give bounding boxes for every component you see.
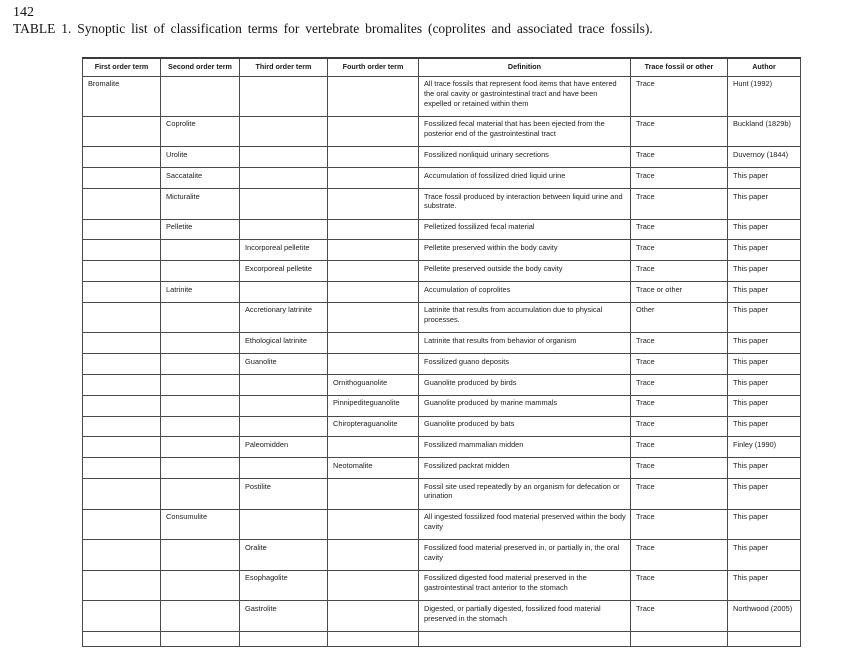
table-row [83, 240, 801, 261]
table-cell: Guanolite [240, 354, 328, 375]
table-cell [161, 261, 240, 282]
table-cell [83, 540, 161, 571]
table-cell [328, 570, 419, 601]
table-cell: Latrinite that results from behavior of organism [419, 333, 631, 354]
table-cell: Other [631, 302, 728, 333]
column-header: Definition [419, 58, 631, 76]
table-row [83, 509, 801, 540]
table-cell: Fossilized food material preserved in, or partially in, the oral cavity [419, 540, 631, 571]
table-row [83, 437, 801, 458]
table-cell [240, 147, 328, 168]
table-cell [83, 168, 161, 189]
table-row [83, 354, 801, 375]
table-cell [161, 540, 240, 571]
table-cell: Trace [631, 219, 728, 240]
table-cell: Pelletite preserved within the body cavity [419, 240, 631, 261]
table-row [83, 219, 801, 240]
table-cell [161, 437, 240, 458]
table-cell [328, 302, 419, 333]
table-cell [83, 632, 161, 647]
table-cell [328, 540, 419, 571]
table-cell [328, 479, 419, 510]
table-cell: Trace [631, 261, 728, 282]
table-cell: Hunt (1992) [728, 76, 801, 116]
table-cell [161, 375, 240, 396]
table-cell [240, 509, 328, 540]
table-cell: All ingested fossilized food material preserved within the body cavity [419, 509, 631, 540]
table-cell: Latrinite that results from accumulation due to physical processes. [419, 302, 631, 333]
column-header: Second order term [161, 58, 240, 76]
table-cell [328, 116, 419, 147]
table-cell: Incorporeal pelletite [240, 240, 328, 261]
table-cell: Consumulite [161, 509, 240, 540]
table-cell: Trace [631, 570, 728, 601]
table-cell [161, 458, 240, 479]
table-cell: Trace [631, 333, 728, 354]
table-cell: This paper [728, 240, 801, 261]
table-cell: Bromalite [83, 76, 161, 116]
table-cell: Fossilized mammalian midden [419, 437, 631, 458]
table-cell [83, 479, 161, 510]
table-cell: Saccatalite [161, 168, 240, 189]
table-cell: Pelletite preserved outside the body cavity [419, 261, 631, 282]
table-row [83, 282, 801, 303]
table-row [83, 458, 801, 479]
table-cell: Trace [631, 147, 728, 168]
table-cell: Trace [631, 189, 728, 220]
table-cell: Guanolite produced by marine mammals [419, 395, 631, 416]
table-cell [83, 458, 161, 479]
table-cell: This paper [728, 189, 801, 220]
table-cell: This paper [728, 333, 801, 354]
table-cell [240, 632, 328, 647]
table-cell [83, 261, 161, 282]
table-cell [728, 632, 801, 647]
table-cell [240, 282, 328, 303]
table-cell: Trace [631, 601, 728, 632]
table-cell [328, 354, 419, 375]
table-cell: This paper [728, 302, 801, 333]
table-cell [328, 76, 419, 116]
table-cell: Trace [631, 458, 728, 479]
table-cell: Latrinite [161, 282, 240, 303]
table-row-continuation [83, 632, 801, 647]
table-cell [83, 282, 161, 303]
table-cell: Finley (1990) [728, 437, 801, 458]
table-header-row [83, 58, 801, 76]
table-cell [240, 416, 328, 437]
table-cell: This paper [728, 395, 801, 416]
table-cell: Paleomidden [240, 437, 328, 458]
table-cell [161, 416, 240, 437]
table-cell: Fossilized guano deposits [419, 354, 631, 375]
table-cell [161, 302, 240, 333]
table-cell: Pelletized fossilized fecal material [419, 219, 631, 240]
table-cell: Micturalite [161, 189, 240, 220]
page-number: 142 [13, 5, 34, 20]
table-row [83, 168, 801, 189]
table-cell [83, 240, 161, 261]
table-cell [328, 261, 419, 282]
table-cell: Trace [631, 509, 728, 540]
table-cell: Trace [631, 437, 728, 458]
table-cell: Pinnipediteguanolite [328, 395, 419, 416]
table-cell [161, 479, 240, 510]
table-cell [240, 375, 328, 396]
table-cell [83, 570, 161, 601]
table-cell: Postilite [240, 479, 328, 510]
table-cell [328, 601, 419, 632]
table-cell [83, 395, 161, 416]
table-cell [83, 116, 161, 147]
table-cell: Buckland (1829b) [728, 116, 801, 147]
table-cell [328, 632, 419, 647]
table-cell [240, 168, 328, 189]
table-row [83, 333, 801, 354]
table-row [83, 116, 801, 147]
table-cell: Fossilized fecal material that has been ejected from the posterior end of the gastrointestinal tract [419, 116, 631, 147]
table-cell: Northwood (2005) [728, 601, 801, 632]
table-cell: Trace [631, 395, 728, 416]
table-cell: Trace fossil produced by interaction between liquid urine and substrate. [419, 189, 631, 220]
table-cell: Ethological latrinite [240, 333, 328, 354]
column-header: Fourth order term [328, 58, 419, 76]
table-cell [328, 219, 419, 240]
table-cell [631, 632, 728, 647]
table-cell: This paper [728, 168, 801, 189]
table-row [83, 601, 801, 632]
table-cell [161, 333, 240, 354]
table-cell: Trace [631, 479, 728, 510]
table-row [83, 416, 801, 437]
table-cell [83, 147, 161, 168]
table-cell: Trace [631, 540, 728, 571]
table-cell: Digested, or partially digested, fossilized food material preserved in the stomach [419, 601, 631, 632]
table-cell: Oralite [240, 540, 328, 571]
table-cell [83, 333, 161, 354]
table-cell: Accretionary latrinite [240, 302, 328, 333]
table-cell [83, 375, 161, 396]
table-cell: This paper [728, 540, 801, 571]
column-header: Trace fossil or other [631, 58, 728, 76]
table-cell: Trace [631, 416, 728, 437]
table-cell [83, 219, 161, 240]
column-header: Third order term [240, 58, 328, 76]
table-cell [83, 416, 161, 437]
table-cell [240, 395, 328, 416]
table-cell [83, 437, 161, 458]
table-row [83, 261, 801, 282]
classification-table [82, 57, 801, 647]
table-cell: Trace [631, 76, 728, 116]
table-row [83, 189, 801, 220]
table-cell [161, 395, 240, 416]
table-cell: Neotomalite [328, 458, 419, 479]
table-cell [328, 333, 419, 354]
table-cell: Trace [631, 354, 728, 375]
table-cell [328, 147, 419, 168]
table-cell [240, 458, 328, 479]
table-cell: Pelletite [161, 219, 240, 240]
table-cell [83, 302, 161, 333]
column-header: First order term [83, 58, 161, 76]
table-cell: This paper [728, 219, 801, 240]
table-cell [161, 240, 240, 261]
table-cell: Excorporeal pelletite [240, 261, 328, 282]
table-row [83, 147, 801, 168]
table-cell: Trace [631, 375, 728, 396]
table-cell: Fossilized digested food material preserved in the gastrointestinal tract anterior to the stomach [419, 570, 631, 601]
table-cell: This paper [728, 458, 801, 479]
table-cell: Trace [631, 240, 728, 261]
table-cell: Ornithoguanolite [328, 375, 419, 396]
table-cell: This paper [728, 570, 801, 601]
table-cell: Guanolite produced by birds [419, 375, 631, 396]
table-row [83, 375, 801, 396]
table-cell [83, 601, 161, 632]
table-cell [328, 282, 419, 303]
table-row [83, 76, 801, 116]
table-row [83, 479, 801, 510]
table-cell: Guanolite produced by bats [419, 416, 631, 437]
table-cell: Esophagolite [240, 570, 328, 601]
table-cell [328, 189, 419, 220]
table-cell: This paper [728, 416, 801, 437]
table-row [83, 302, 801, 333]
table-cell: This paper [728, 261, 801, 282]
table-cell: Chiropteraguanolite [328, 416, 419, 437]
table-cell: This paper [728, 479, 801, 510]
table-cell: This paper [728, 282, 801, 303]
table-cell: Duvernoy (1844) [728, 147, 801, 168]
table-row [83, 395, 801, 416]
table-cell [161, 76, 240, 116]
table-cell: All trace fossils that represent food items that have entered the oral cavity or gastrointestinal tract and have been expelled or retained within them [419, 76, 631, 116]
table-cell: Fossil site used repeatedly by an organism for defecation or urination [419, 479, 631, 510]
table-cell: Fossilized nonliquid urinary secretions [419, 147, 631, 168]
table-cell [419, 632, 631, 647]
table-cell [240, 76, 328, 116]
table-body [83, 76, 801, 647]
table-row [83, 570, 801, 601]
table-cell [240, 189, 328, 220]
table-cell: Accumulation of coprolites [419, 282, 631, 303]
table-cell [240, 116, 328, 147]
table-cell [328, 168, 419, 189]
table-cell [161, 354, 240, 375]
table-cell: Trace [631, 168, 728, 189]
table-cell [328, 240, 419, 261]
table-cell [240, 219, 328, 240]
table-cell [83, 189, 161, 220]
table-cell: Coprolite [161, 116, 240, 147]
table-cell: Fossilized packrat midden [419, 458, 631, 479]
table-cell [328, 509, 419, 540]
table-cell [161, 570, 240, 601]
table-cell [328, 437, 419, 458]
table-cell: Trace [631, 116, 728, 147]
table-cell: This paper [728, 354, 801, 375]
table-cell: Urolite [161, 147, 240, 168]
table-cell [161, 601, 240, 632]
table-cell: This paper [728, 509, 801, 540]
column-header: Author [728, 58, 801, 76]
table-row [83, 540, 801, 571]
table-cell [161, 632, 240, 647]
table-cell: This paper [728, 375, 801, 396]
table-cell [83, 509, 161, 540]
table-cell: Accumulation of fossilized dried liquid urine [419, 168, 631, 189]
table-cell: Gastrolite [240, 601, 328, 632]
table-caption: TABLE 1. Synoptic list of classification terms for vertebrate bromalites (coprolites and associated trace fossils). [13, 21, 653, 36]
table-cell: Trace or other [631, 282, 728, 303]
table-cell [83, 354, 161, 375]
